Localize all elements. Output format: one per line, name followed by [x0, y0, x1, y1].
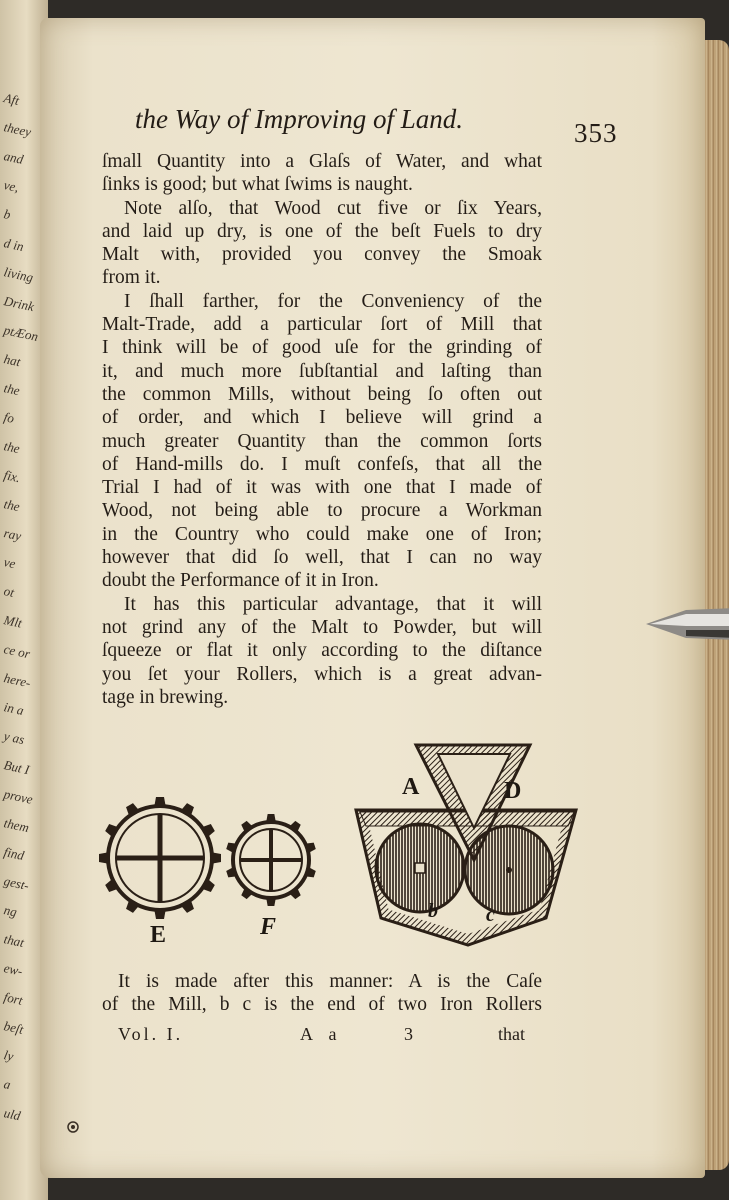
- margin-fragment: gest-: [2, 873, 31, 894]
- margin-fragment: and: [2, 148, 25, 167]
- gear-tooth: [200, 822, 216, 838]
- page-number: 353: [574, 118, 618, 148]
- margin-fragment: d in: [2, 235, 26, 254]
- margin-fragment: a: [2, 1076, 13, 1093]
- label-f: F: [260, 914, 277, 940]
- library-stamp-icon: [66, 1120, 80, 1134]
- label-d: D: [504, 778, 522, 804]
- text-line: I think will be of good uſe for the grinding of: [102, 337, 542, 359]
- label-a: A: [402, 774, 420, 800]
- margin-fragment: ly: [2, 1047, 15, 1064]
- gear-tooth: [240, 887, 253, 900]
- margin-fragment: the: [2, 496, 22, 515]
- gear-tooth: [124, 898, 140, 914]
- catchword: that: [498, 1024, 525, 1044]
- margin-fragment: Mlt: [2, 612, 24, 631]
- gear-tooth: [104, 878, 120, 894]
- caption-line: It is made after this manner: A is the Caſe: [118, 971, 542, 992]
- margin-fragment: But I: [2, 757, 31, 778]
- mill-engraving-svg: [98, 740, 588, 965]
- margin-fragment: ng: [2, 902, 19, 920]
- caption-line: of the Mill, b c is the end of two Iron Rollers: [102, 994, 542, 1015]
- gear-tooth: [266, 814, 276, 823]
- margin-fragment: them: [2, 815, 31, 836]
- margin-fragment: fo: [2, 409, 16, 426]
- gear-tooth: [240, 820, 253, 833]
- margin-fragment: theey: [2, 119, 33, 140]
- mill-engraving: [98, 740, 588, 970]
- text-line: it, and much more ſubſtantial and laſting than: [102, 360, 542, 382]
- mill-case-drawing: [356, 745, 576, 945]
- gear-tooth: [200, 878, 216, 894]
- gear-tooth: [289, 887, 302, 900]
- gear-f-drawing: [226, 814, 317, 906]
- text-line: in the Country who could make one of Iron;: [102, 523, 542, 545]
- margin-fragment: ptÆon: [2, 322, 40, 345]
- margin-fragment: fix.: [2, 467, 22, 486]
- margin-fragment: y as: [2, 728, 26, 748]
- label-e: E: [150, 922, 167, 948]
- margin-fragment: b: [2, 206, 13, 223]
- gear-e-drawing: [99, 797, 221, 919]
- margin-fragment: in a: [2, 699, 26, 718]
- label-b: b: [428, 900, 438, 922]
- label-c: c: [486, 904, 495, 926]
- signature-mark: A a: [300, 1024, 343, 1044]
- text-line: the common Mills, without being ſo often out: [102, 383, 542, 405]
- text-line: of order, and which I believe will grind a: [102, 407, 542, 429]
- text-line: ſqueeze or flat it only according to the diſtance: [102, 640, 542, 662]
- signature-number: 3: [404, 1024, 413, 1044]
- book-clip-pointer-icon: [646, 604, 729, 644]
- text-line: Malt-Trade, add a particular ſort of Mill that: [102, 314, 542, 336]
- figure-caption: [102, 970, 542, 1016]
- text-line: ſinks is good; but what ſwims is naught.: [102, 174, 413, 196]
- text-line: ſmall Quantity into a Glaſs of Water, and what: [102, 151, 542, 172]
- margin-fragment: ve,: [2, 177, 21, 195]
- text-line: you ſet your Rollers, which is a great advan-: [102, 663, 542, 685]
- text-line: tage in brewing.: [102, 686, 229, 708]
- margin-fragment: the: [2, 438, 22, 457]
- margin-fragment: Drink: [2, 293, 36, 315]
- text-line: I ſhall farther, for the Conveniency of the: [124, 290, 542, 312]
- margin-fragment: Aft: [2, 90, 21, 109]
- gear-tooth: [180, 802, 196, 818]
- text-line: It has this particular advantage, that it will: [124, 593, 542, 615]
- margin-fragment: ray: [2, 525, 23, 544]
- text-line: much greater Quantity than the common ſorts: [102, 430, 542, 452]
- margin-fragment: uld: [2, 1105, 22, 1124]
- margin-fragment: here-: [2, 670, 33, 691]
- margin-fragment: ce or: [2, 641, 32, 662]
- margin-fragment: living: [2, 264, 35, 286]
- text-line: Trial I had of it was with one that I made of: [102, 477, 542, 499]
- gear-tooth: [99, 852, 110, 864]
- gear-tooth: [154, 797, 166, 808]
- text-line: however that did ſo well, that I can no way: [102, 547, 542, 569]
- margin-fragment: the: [2, 380, 22, 399]
- text-line: Note alſo, that Wood cut five or ſix Years,: [124, 197, 542, 219]
- margin-fragment: prove: [2, 786, 35, 807]
- margin-fragment: ot: [2, 583, 16, 600]
- gear-tooth: [210, 852, 221, 864]
- volume-mark: Vol. I.: [118, 1024, 184, 1044]
- text-line: and laid up dry, is one of the beſt Fuels to dry: [102, 220, 542, 242]
- text-line: not grind any of the Malt to Powder, but will: [102, 616, 542, 638]
- running-title: the Way of Improving of Land.: [135, 104, 463, 134]
- text-line: doubt the Performance of it in Iron.: [102, 570, 379, 592]
- gear-tooth: [124, 802, 140, 818]
- margin-fragment: fort: [2, 989, 25, 1008]
- gear-tooth: [180, 898, 196, 914]
- gear-tooth: [266, 897, 276, 906]
- text-line: from it.: [102, 267, 161, 289]
- gear-tooth: [154, 908, 166, 919]
- margin-fragment: ew-: [2, 960, 25, 979]
- margin-fragment: hat: [2, 351, 22, 370]
- margin-fragment: beſt: [2, 1018, 25, 1037]
- gear-tooth: [289, 820, 302, 833]
- body-text: [102, 150, 542, 709]
- text-line: of Hand-mills do. I muſt confeſs, that all the: [102, 453, 542, 475]
- text-line: Wood, not being able to procure a Workman: [102, 500, 542, 522]
- gear-tooth: [104, 822, 120, 838]
- margin-fragment: ve: [2, 554, 17, 572]
- margin-fragment: find: [2, 844, 26, 864]
- text-line: Malt with, provided you convey the Smoak: [102, 244, 542, 266]
- margin-fragment: that: [2, 931, 26, 951]
